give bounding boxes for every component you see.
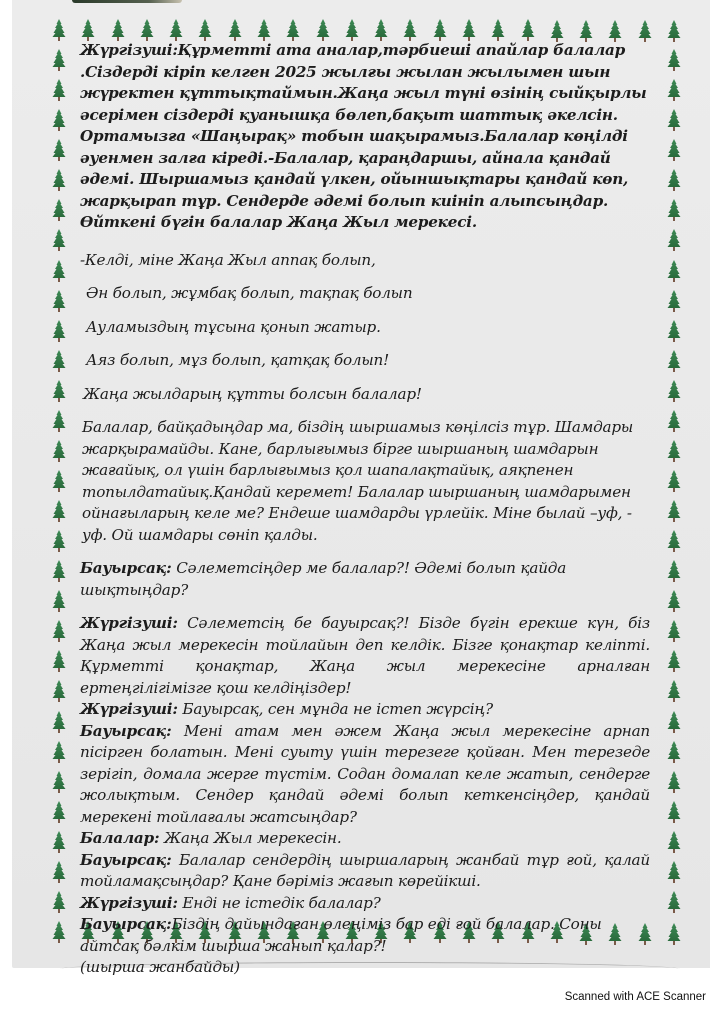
dialogue-text: Сәлеметсіңдер ме балалар?! Әдемі болып қайда шықтыңдар? bbox=[80, 559, 567, 599]
speaker-name: Бауырсақ: bbox=[80, 850, 172, 869]
pine-tree-icon bbox=[667, 529, 681, 553]
dialogue-text: Сәлеметсің бе бауырсақ?! Бізде бүгін ерекше күн, біз Жаңа жыл мерекесін тойлайын деп келдік. Бізге қонақтар келіпті. Құрметті қонақтар, Жаңа жыл мерекесіне арналған ертеңгілігімізге қош келдіңіздер! bbox=[80, 614, 650, 697]
pine-tree-icon bbox=[667, 259, 681, 283]
pine-tree-icon bbox=[667, 922, 681, 946]
pine-tree-icon bbox=[52, 770, 66, 794]
pine-tree-icon bbox=[52, 740, 66, 764]
pine-tree-icon bbox=[52, 830, 66, 854]
dialogue-line bbox=[80, 893, 650, 915]
pine-tree-icon bbox=[52, 108, 66, 132]
dialogue-text: Мені атам мен әжем Жаңа жыл мерекесіне арнап пісірген болатын. Мені суыту үшін терезеге қойған. Мен терезеде зерігіп, домала жерге түстім. Содан домалап келе жатып, сендерге жолықтым. Сендер қандай әдемі болып кеткенсіңдер, қандай мерекені тойлағалы жатсыңдар? bbox=[80, 721, 650, 826]
pine-tree-icon bbox=[52, 529, 66, 553]
pine-tree-icon bbox=[52, 619, 66, 643]
pine-tree-icon bbox=[198, 18, 212, 42]
dialogue-line bbox=[80, 914, 650, 957]
pine-tree-icon bbox=[52, 890, 66, 914]
pine-tree-icon bbox=[667, 860, 681, 884]
pine-tree-icon bbox=[667, 830, 681, 854]
pine-tree-icon bbox=[667, 499, 681, 523]
pine-tree-icon bbox=[521, 18, 535, 42]
pine-tree-icon bbox=[667, 78, 681, 102]
pine-tree-icon bbox=[667, 559, 681, 583]
pine-tree-icon bbox=[667, 19, 681, 43]
speaker-name: Жүргізуші: bbox=[80, 700, 178, 718]
pine-tree-icon bbox=[52, 469, 66, 493]
pine-tree-icon bbox=[667, 619, 681, 643]
dialogue-text: Енді не істедік балалар? bbox=[177, 893, 381, 912]
pine-tree-icon bbox=[52, 319, 66, 343]
pine-tree-icon bbox=[286, 18, 300, 42]
pine-tree-icon bbox=[52, 710, 66, 734]
pine-tree-icon bbox=[374, 18, 388, 42]
poem-line: Ән болып, жұмбақ болып, тақпақ болып bbox=[86, 284, 413, 302]
pine-tree-icon bbox=[667, 349, 681, 373]
pine-tree-icon bbox=[667, 228, 681, 252]
pine-tree-icon bbox=[667, 198, 681, 222]
poem-line: Аяз болып, мұз болып, қатқақ болып! bbox=[86, 351, 390, 369]
pine-tree-icon bbox=[52, 228, 66, 252]
pine-tree-icon bbox=[667, 710, 681, 734]
pine-tree-icon bbox=[257, 18, 271, 42]
pine-tree-icon bbox=[667, 379, 681, 403]
poem-line: Ауламыздың тұсына қонып жатыр. bbox=[86, 317, 381, 336]
speaker-name: Жүргізуші: bbox=[80, 893, 178, 912]
pine-tree-icon bbox=[667, 740, 681, 764]
pine-tree-icon bbox=[111, 18, 125, 42]
pine-tree-icon bbox=[52, 18, 66, 42]
pine-tree-icon bbox=[667, 890, 681, 914]
pine-tree-icon bbox=[52, 379, 66, 403]
pine-tree-icon bbox=[52, 649, 66, 673]
pine-tree-icon bbox=[667, 289, 681, 313]
dialogue-line bbox=[80, 613, 650, 699]
scanner-watermark: Scanned with ACE Scanner bbox=[564, 991, 706, 1003]
pine-tree-icon bbox=[52, 559, 66, 583]
pine-tree-icon bbox=[667, 589, 681, 613]
pine-tree-icon bbox=[52, 439, 66, 463]
pine-tree-icon bbox=[52, 589, 66, 613]
dialogue-line bbox=[80, 558, 650, 601]
dialogue-line bbox=[80, 828, 650, 850]
narration-paragraph: Балалар, байқадыңдар ма, біздің шыршамыз көңілсіз тұр. Шамдары жарқырамайды. Кане, барлығымыз бірге шыршаның шамдарын жағайық, ол үшін барлығымыз қол шапалақтайық, аяқпенен топылдатайық.Қандай керемет! Балалар шыршаның шамдарымен ойнағыларың келе ме? Ендеше шамдарды үрлейік. Міне былай –уф, - уф. Ой шамдары сөніп қалды. bbox=[82, 418, 634, 544]
pine-tree-icon bbox=[667, 649, 681, 673]
pine-tree-icon bbox=[667, 800, 681, 824]
pine-tree-icon bbox=[81, 18, 95, 42]
pine-tree-icon bbox=[169, 18, 183, 42]
pine-tree-icon bbox=[52, 168, 66, 192]
pine-tree-icon bbox=[228, 18, 242, 42]
pine-tree-icon bbox=[52, 259, 66, 283]
pine-tree-icon bbox=[345, 18, 359, 42]
speaker-name: Жүргізуші: bbox=[80, 614, 178, 632]
poem-line: Жаңа жылдарың құтты болсын балалар! bbox=[83, 384, 422, 403]
pine-tree-icon bbox=[52, 138, 66, 162]
poem-line: -Келді, міне Жаңа Жыл аппақ болып, bbox=[80, 250, 376, 269]
pine-tree-icon bbox=[667, 409, 681, 433]
pine-tree-icon bbox=[667, 319, 681, 343]
pine-tree-icon bbox=[667, 770, 681, 794]
pine-tree-icon bbox=[52, 78, 66, 102]
pine-tree-icon bbox=[667, 168, 681, 192]
dialogue-text: Балалар сендердің шыршаларың жанбай тұр ғой, қалай тойламақсыңдар? Қане бәріміз жағып көрейікші. bbox=[80, 850, 650, 890]
speaker-name: Бауырсақ: bbox=[80, 559, 172, 577]
stage-direction-text: (шырша жанбайды) bbox=[80, 958, 240, 976]
dialogue-text: Бауырсақ, сен мұнда не істеп жүрсің? bbox=[177, 700, 493, 718]
pine-tree-icon bbox=[667, 439, 681, 463]
pine-tree-icon bbox=[52, 800, 66, 824]
pine-tree-icon bbox=[52, 860, 66, 884]
pine-tree-icon bbox=[52, 679, 66, 703]
pine-tree-icon bbox=[316, 18, 330, 42]
pine-tree-icon bbox=[462, 18, 476, 42]
pine-tree-icon bbox=[491, 18, 505, 42]
speaker-name: Бауырсақ: bbox=[80, 721, 172, 740]
pine-tree-icon bbox=[52, 499, 66, 523]
pine-tree-icon bbox=[52, 48, 66, 72]
speaker-name: Бауырсақ: bbox=[80, 915, 172, 933]
pine-tree-icon bbox=[667, 469, 681, 493]
pine-tree-icon bbox=[403, 18, 417, 42]
pine-tree-icon bbox=[52, 198, 66, 222]
dialogue-text: Жаңа Жыл мерекесін. bbox=[159, 829, 342, 847]
pine-tree-icon bbox=[140, 18, 154, 42]
pine-tree-icon bbox=[667, 679, 681, 703]
scan-edge-artifact bbox=[72, 0, 182, 3]
script-text bbox=[80, 40, 650, 979]
dialogue-line bbox=[80, 699, 650, 721]
pine-tree-icon bbox=[52, 409, 66, 433]
pine-tree-icon bbox=[433, 18, 447, 42]
pine-tree-icon bbox=[667, 48, 681, 72]
pine-tree-icon bbox=[667, 108, 681, 132]
pine-tree-icon bbox=[52, 289, 66, 313]
pine-tree-icon bbox=[52, 349, 66, 373]
speaker-name: Балалар: bbox=[80, 829, 160, 847]
stage-direction bbox=[80, 957, 650, 979]
pine-tree-icon bbox=[52, 920, 66, 944]
intro-paragraph: Жүргізуші:Құрметті ата аналар,тәрбиеші апайлар балалар .Сіздерді кіріп келген 2025 жылғы жылан жылымен шын жүректен құттықтаймын.Жаңа жыл түні өзінің сыйқырлы әсерімен сіздерді қуанышқа бөлеп,бақыт шаттық әкелсін. Ортамызға «Шаңырақ» тобын шақырамыз.Балалар көңілді әуенмен залға кіреді.-Балалар, қараңдаршы, айнала қандай әдемі. Шыршамыз қандай үлкен, ойыншықтары қандай көп, жарқырап тұр. Сендерде әдемі болып киініп алыпсыңдар. Өйткені бүгін балалар Жаңа Жыл мерекесі. bbox=[80, 41, 647, 231]
dialogue-text: Біздің дайындаған өлеңіміз бар еді ғой балалар. Соны айтсақ бәлкім шырша жанып қалар?! bbox=[80, 915, 602, 955]
pine-tree-icon bbox=[667, 138, 681, 162]
dialogue-line bbox=[80, 721, 650, 829]
dialogue-line bbox=[80, 850, 650, 893]
